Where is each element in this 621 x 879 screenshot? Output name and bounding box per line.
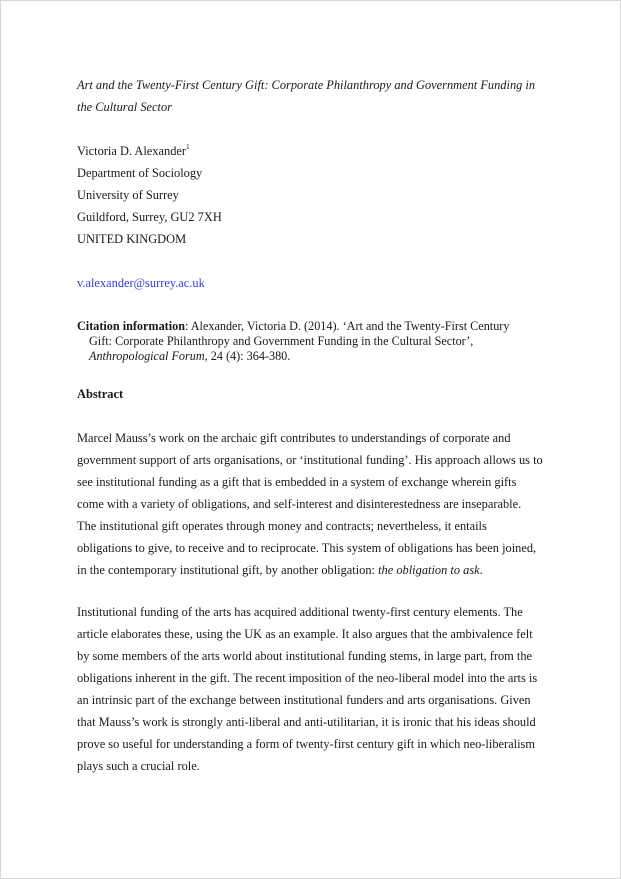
abstract-p1-last-line [77,559,551,581]
abstract-p1-line: government support of arts organisations, or ‘institutional funding’. His approach allows us to [77,453,543,467]
abstract-p2-line: article elaborates these, using the UK as an example. It also argues that the ambivalence felt [77,627,533,641]
citation-line-3 [77,349,509,364]
citation-line-1 [77,319,509,334]
abstract-p2-line: that Mauss’s work is strongly anti-liberal and anti-utilitarian, it is ironic that his ideas should [77,715,536,729]
abstract-p2-line: prove so useful for understanding a form of twenty-first century gift in which neo-liberalism [77,737,535,751]
abstract-p1-line: Marcel Mauss’s work on the archaic gift contributes to understandings of corporate and [77,431,511,445]
abstract-paragraph-2 [77,601,551,777]
citation-block [77,319,509,364]
footnote-mark: 1 [186,142,190,151]
abstract-heading: Abstract [77,387,124,401]
abstract-p2-line: an intrinsic part of the exchange between institutional funders and arts organisations. Given [77,693,531,707]
abstract-p1-line: see institutional funding as a gift that is embedded in a system of exchange wherein gifts [77,475,517,489]
author-email-link[interactable]: v.alexander@surrey.ac.uk [77,276,205,290]
abstract-p1-last-end: . [479,563,483,577]
citation-label: Citation information [77,319,185,333]
abstract-p2-line: Institutional funding of the arts has acquired additional twenty-first century elements. The [77,605,523,619]
author-department: Department of Sociology [77,166,203,180]
abstract-p2-line: by some members of the arts world about institutional funding stems, in large part, from the [77,649,533,663]
author-name-text: Victoria D. Alexander [77,144,187,158]
abstract-p1-last-text: in the contemporary institutional gift, by another obligation: [77,563,379,577]
paper-title-line-2: the Cultural Sector [77,100,172,114]
citation-line-1-text: : Alexander, Victoria D. (2014). ‘Art and the Twenty-First Century [185,319,510,333]
author-country: UNITED KINGDOM [77,232,187,246]
author-name [77,143,190,159]
paper-title-line-1: Art and the Twenty-First Century Gift: Corporate Philanthropy and Government Funding in [77,78,536,92]
abstract-paragraph-1 [77,427,551,581]
abstract-p1-line: come with a variety of obligations, and self-interest and disinterestedness are inseparable. [77,497,522,511]
abstract-p2-line: plays such a crucial role. [77,759,200,773]
abstract-p2-line: obligations inherent in the gift. The recent imposition of the neo-liberal model into the arts is [77,671,538,685]
abstract-p1-emphasis: the obligation to ask [378,563,480,577]
abstract-p1-line: The institutional gift operates through money and contracts; nevertheless, it entails [77,519,487,533]
citation-line-2: Gift: Corporate Philanthropy and Government Funding in the Cultural Sector’, [89,334,474,348]
author-address: Guildford, Surrey, GU2 7XH [77,210,222,224]
citation-line-3-text: , 24 (4): 364-380. [204,349,291,363]
author-university: University of Surrey [77,188,179,202]
citation-journal: Anthropological Forum [89,349,205,363]
abstract-p1-line: obligations to give, to receive and to reciprocate. This system of obligations has been joined, [77,541,537,555]
